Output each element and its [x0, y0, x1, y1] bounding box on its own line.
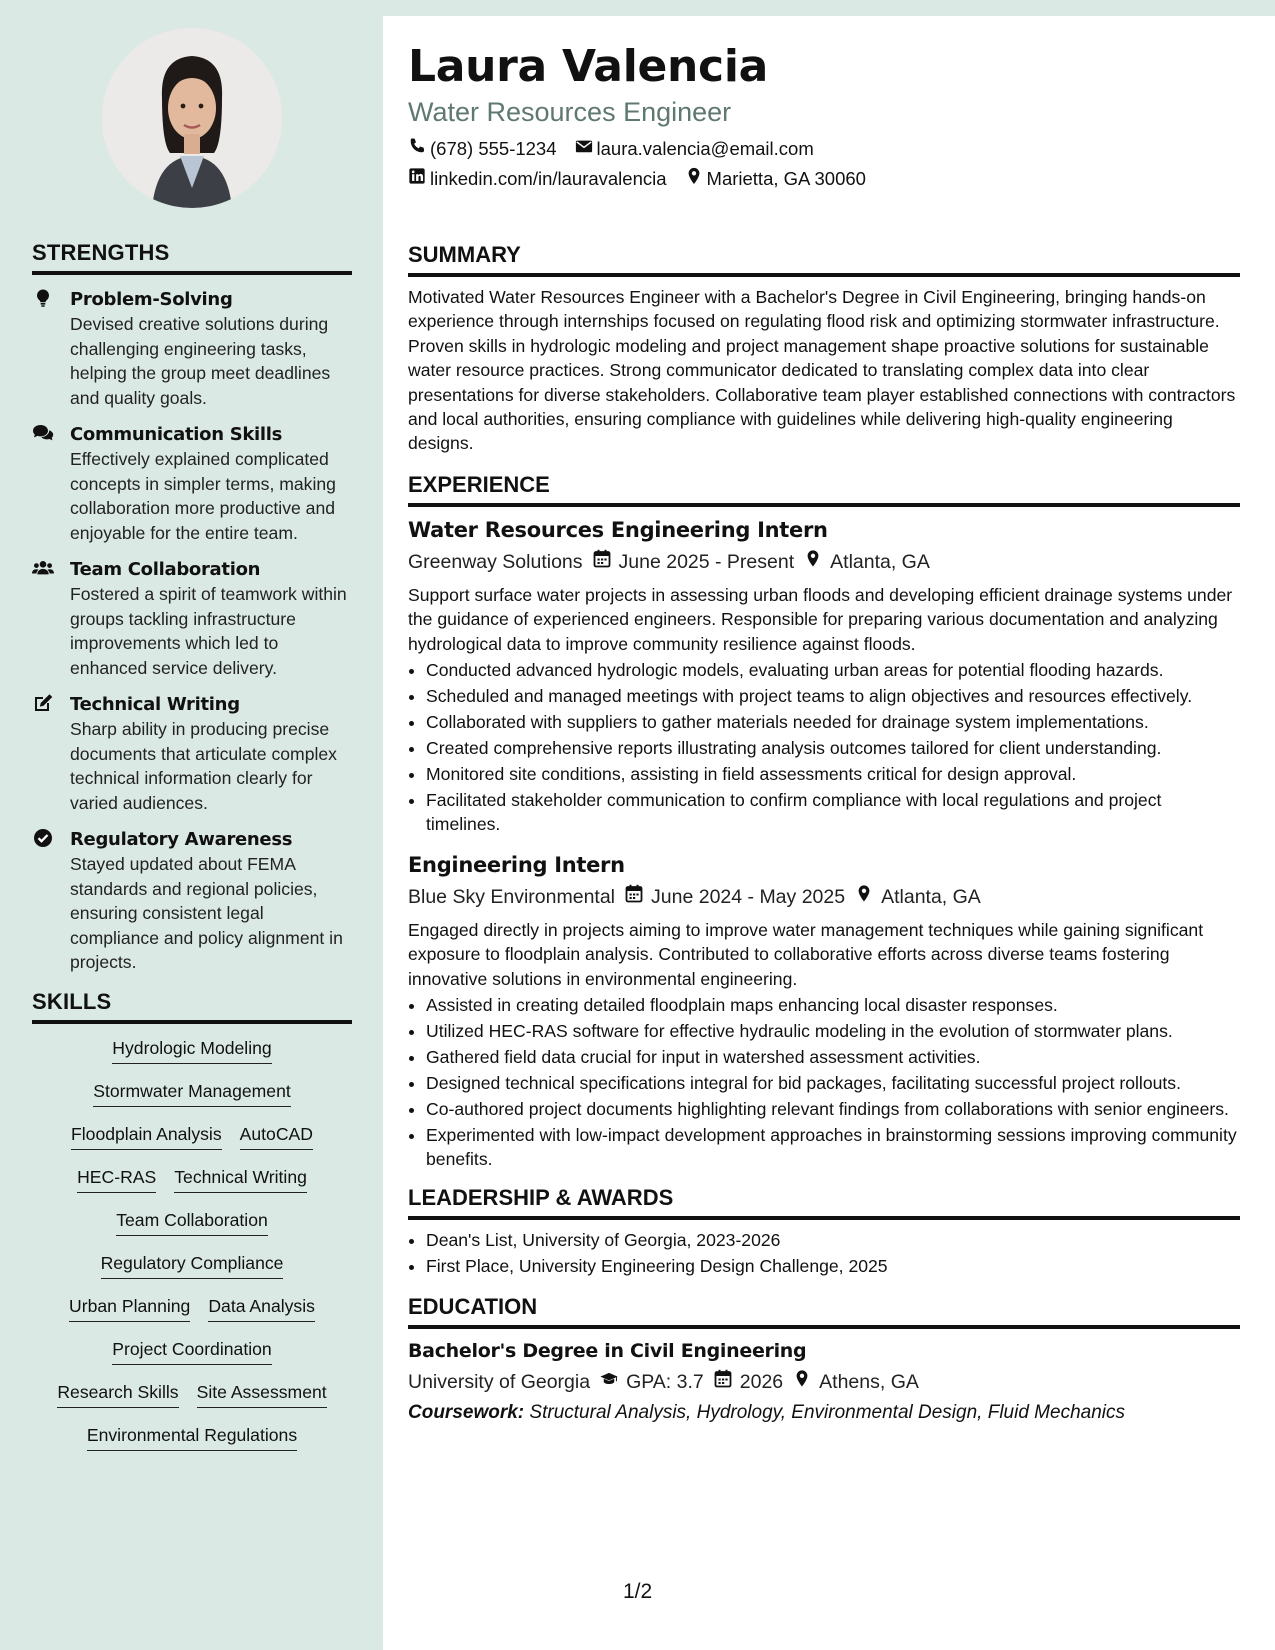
map-marker-icon	[685, 166, 703, 192]
contact-row	[408, 136, 1248, 162]
job-entry-title: Water Resources Engineering Intern	[408, 517, 828, 542]
skill-row	[32, 1036, 352, 1064]
strength-title: Technical Writing	[70, 694, 240, 715]
strength-title: Communication Skills	[70, 424, 283, 445]
skill-tag: Site Assessment	[197, 1380, 327, 1408]
skills-list	[32, 1036, 352, 1451]
strength-item	[32, 692, 352, 815]
list-item: • First Place, University Engineering Design Challenge, 2025	[426, 1254, 1240, 1278]
summary-text: Motivated Water Resources Engineer with a Bachelor's Degree in Civil Engineering, bringing hands-on experience through internships focused on regulating flood risk and optimizing stormwater infrastructure. Proven skills in hydrologic modeling and project management shape proactive solutions for sustainable water resource practices. Strong communicator dedicated to translating complex data into clear presentations for diverse stakeholders. Collaborative team player established connections with contractors and local authorities, ensuring compliance with guidelines while delivering high-quality engineering designs.	[408, 287, 1236, 454]
strength-description: Stayed updated about FEMA standards and regional policies, ensuring consistent legal compliance and policy alignment in projects.	[70, 854, 343, 972]
school-location-item	[793, 1367, 919, 1397]
skill-tag: Data Analysis	[208, 1294, 315, 1322]
linkedin-item	[408, 166, 667, 192]
location-text: Marietta, GA 30060	[706, 168, 866, 189]
strengths-heading: STRENGTHS	[32, 240, 352, 275]
location-item	[685, 166, 866, 192]
map-marker-icon	[793, 1367, 811, 1397]
experience-section	[408, 472, 1240, 1171]
list-item: • Collaborated with suppliers to gather materials needed for drainage system implementations.	[426, 710, 1240, 734]
job-entry	[408, 850, 1240, 1171]
strengths-list	[32, 287, 352, 975]
linkedin-link[interactable]: linkedin.com/in/lauravalencia	[430, 168, 667, 189]
skill-tag: Environmental Regulations	[87, 1423, 297, 1451]
job-location-item	[804, 547, 930, 577]
summary-heading: SUMMARY	[408, 242, 1240, 277]
skill-tag: Research Skills	[57, 1380, 178, 1408]
skill-tag: Hydrologic Modeling	[112, 1036, 271, 1064]
job-entry	[408, 515, 1240, 836]
skill-row	[32, 1122, 352, 1150]
skill-tag: AutoCAD	[240, 1122, 313, 1150]
phone-item	[408, 136, 557, 162]
skill-row	[32, 1337, 352, 1365]
comments-icon	[32, 422, 70, 545]
main-content	[383, 16, 1275, 1650]
page-number: 1/2	[623, 1580, 653, 1603]
job-location-item	[855, 882, 981, 912]
skills-heading: SKILLS	[32, 989, 352, 1024]
strength-title: Team Collaboration	[70, 559, 261, 580]
list-item: • Experimented with low-impact development approaches in brainstorming sessions improving community benefits.	[426, 1123, 1240, 1171]
skill-row	[32, 1079, 352, 1107]
strength-item	[32, 557, 352, 680]
skill-row	[32, 1294, 352, 1322]
list-item: • Co-authored project documents highlighting relevant findings from collaborations with senior engineers.	[426, 1097, 1240, 1121]
skill-tag: Stormwater Management	[93, 1079, 291, 1107]
skill-tag: Regulatory Compliance	[101, 1251, 284, 1279]
linkedin-icon	[408, 166, 426, 192]
summary-section	[408, 242, 1240, 456]
strength-item	[32, 827, 352, 975]
coursework-label: Coursework:	[408, 1402, 525, 1424]
job-description: Support surface water projects in assessing urban floods and developing efficient drainage systems under the guidance of experienced engineers. Responsible for preparing various documentation and analyzing hydrological data to improve community resilience against floods.	[408, 584, 1233, 654]
list-item: • Scheduled and managed meetings with project teams to align objectives and resources effectively.	[426, 684, 1240, 708]
coursework	[408, 1399, 1240, 1427]
job-description: Engaged directly in projects aiming to improve water management techniques while gaining significant exposure to floodplain analysis. Contributed to collaborative efforts across diverse teams fostering innovative solutions in environmental engineering.	[408, 920, 1204, 989]
gpa-text: GPA: 3.7	[626, 1371, 704, 1394]
edit-icon	[32, 692, 70, 815]
awards-section	[408, 1185, 1240, 1278]
list-item: • Monitored site conditions, assisting in field assessments critical for design approval.	[426, 762, 1240, 786]
job-dates: June 2024 - May 2025	[651, 886, 846, 909]
job-bullets	[408, 993, 1240, 1171]
job-title: Water Resources Engineer	[408, 97, 732, 127]
phone-icon	[408, 136, 426, 162]
education-heading: EDUCATION	[408, 1294, 1240, 1329]
company-name: Blue Sky Environmental	[408, 886, 616, 909]
gpa-item	[600, 1367, 704, 1397]
list-item: • Conducted advanced hydrologic models, evaluating urban areas for potential flooding hazards.	[426, 658, 1240, 682]
skill-tag: Floodplain Analysis	[71, 1122, 222, 1150]
phone-text[interactable]: (678) 555-1234	[430, 138, 557, 159]
main-sections	[408, 242, 1240, 1439]
list-item: • Gathered field data crucial for input in watershed assessment activities.	[426, 1045, 1240, 1069]
skill-tag: Team Collaboration	[116, 1208, 268, 1236]
map-marker-icon	[855, 882, 873, 912]
dates-item	[625, 882, 845, 912]
contact-row-2	[408, 166, 1248, 192]
list-item: • Dean's List, University of Georgia, 2023-2026	[426, 1228, 1240, 1252]
graduation-cap-icon	[600, 1367, 618, 1397]
list-item: • Designed technical specifications integral for bid packages, facilitating successful project rollouts.	[426, 1071, 1240, 1095]
skill-tag: HEC-RAS	[77, 1165, 156, 1193]
year-item	[714, 1367, 783, 1397]
job-bullets	[408, 658, 1240, 836]
list-item: • Utilized HEC-RAS software for effective hydraulic modeling in the evolution of stormwater plans.	[426, 1019, 1240, 1043]
list-item: • Assisted in creating detailed floodplain maps enhancing local disaster responses.	[426, 993, 1240, 1017]
skill-tag: Project Coordination	[112, 1337, 271, 1365]
strength-description: Fostered a spirit of teamwork within groups tackling infrastructure improvements which led to enhanced service delivery.	[70, 584, 347, 678]
school-location: Athens, GA	[819, 1371, 919, 1394]
sidebar-content	[32, 240, 352, 1466]
degree-title: Bachelor's Degree in Civil Engineering	[408, 1340, 807, 1363]
users-icon	[32, 557, 70, 680]
strength-title: Regulatory Awareness	[70, 829, 293, 850]
candidate-name: Laura Valencia	[408, 41, 769, 92]
awards-list	[408, 1228, 1240, 1278]
job-location: Atlanta, GA	[881, 886, 981, 909]
awards-heading: LEADERSHIP & AWARDS	[408, 1185, 1240, 1220]
profile-photo	[102, 28, 282, 208]
job-dates: June 2025 - Present	[618, 550, 795, 573]
experience-heading: EXPERIENCE	[408, 472, 1240, 507]
skill-tag: Technical Writing	[174, 1165, 307, 1193]
list-item: • Facilitated stakeholder communication to confirm compliance with local regulations and project timelines.	[426, 788, 1240, 836]
skill-row	[32, 1251, 352, 1279]
job-meta	[408, 547, 1240, 577]
education-section	[408, 1294, 1240, 1427]
skill-tag: Urban Planning	[69, 1294, 190, 1322]
school-name: University of Georgia	[408, 1371, 591, 1394]
strength-item	[32, 422, 352, 545]
dates-item	[593, 547, 795, 577]
list-item: • Created comprehensive reports illustrating analysis outcomes tailored for client understanding.	[426, 736, 1240, 760]
skill-row	[32, 1208, 352, 1236]
strength-description: Effectively explained complicated concepts in simpler terms, making collaboration more productive and enjoyable for the entire team.	[70, 449, 336, 543]
email-item	[575, 136, 814, 162]
calendar-icon	[714, 1367, 732, 1397]
top-band	[383, 0, 1275, 16]
sidebar	[0, 0, 383, 1650]
strength-item	[32, 287, 352, 410]
header	[408, 40, 1248, 192]
skill-row	[32, 1165, 352, 1193]
strength-description: Devised creative solutions during challenging engineering tasks, helping the group meet deadlines and quality goals.	[70, 314, 331, 408]
strength-title: Problem-Solving	[70, 289, 233, 310]
job-location: Atlanta, GA	[830, 550, 930, 573]
job-entry-title: Engineering Intern	[408, 853, 625, 878]
graduation-year: 2026	[739, 1371, 784, 1394]
check-circle-icon	[32, 827, 70, 975]
education-meta	[408, 1367, 1240, 1397]
map-marker-icon	[804, 547, 822, 577]
envelope-icon	[575, 136, 593, 162]
skill-row	[32, 1380, 352, 1408]
company-name: Greenway Solutions	[408, 550, 583, 573]
coursework-list: Structural Analysis, Hydrology, Environmental Design, Fluid Mechanics	[529, 1402, 1125, 1424]
skill-row	[32, 1423, 352, 1451]
job-meta	[408, 882, 1240, 912]
strength-description: Sharp ability in producing precise documents that articulate complex technical information clearly for varied audiences.	[70, 719, 337, 813]
calendar-icon	[625, 882, 643, 912]
calendar-icon	[593, 547, 611, 577]
lightbulb-icon	[32, 287, 70, 410]
email-link[interactable]: laura.valencia@email.com	[596, 138, 814, 159]
